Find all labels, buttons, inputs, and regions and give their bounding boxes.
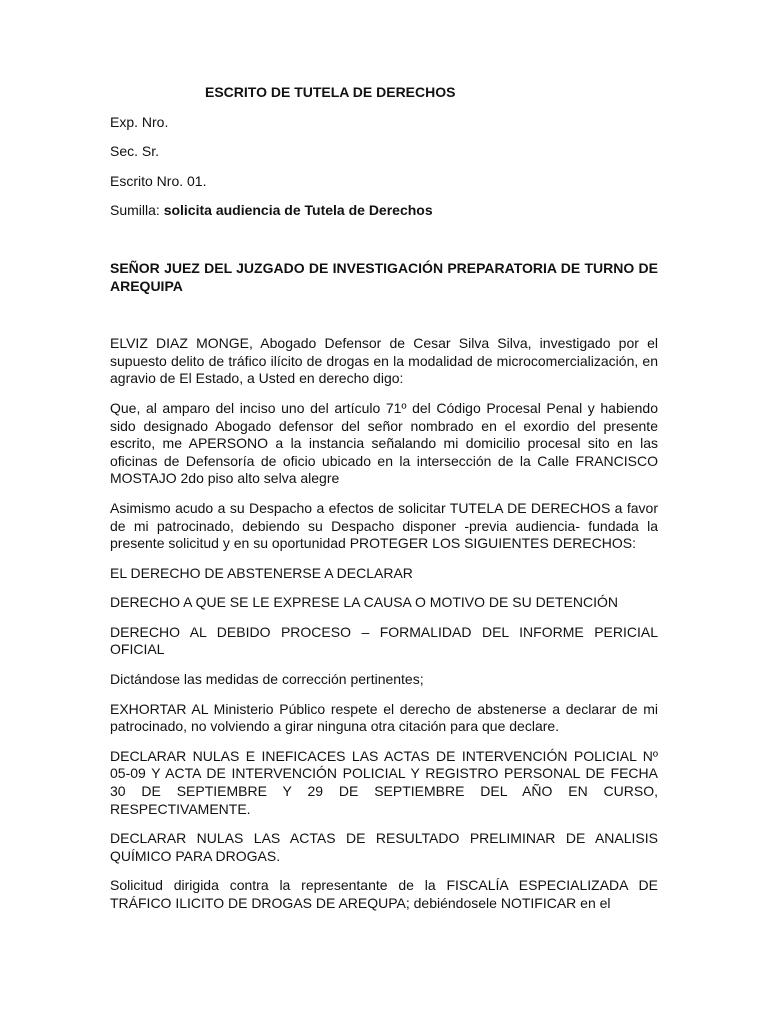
paragraph-derecho-causa: DERECHO A QUE SE LE EXPRESE LA CAUSA O MOTIVO DE SU DETENCIÓN xyxy=(110,594,619,611)
document-title: ESCRITO DE TUTELA DE DERECHOS xyxy=(205,84,456,100)
paragraph-nulas-actas: DECLARAR NULAS LAS ACTAS DE RESULTADO PRELIMINAR DE ANALISIS QUÍMICO PARA DROGAS. xyxy=(110,830,658,864)
document-page xyxy=(110,84,658,912)
sumilla-line xyxy=(110,202,658,220)
paragraph-intro: ELVIZ DIAZ MONGE, Abogado Defensor de Cesar Silva Silva, investigado por el supuesto delito de tráfico ilícito de drogas en la modalidad de microcomercialización, en agravio de El Estado, a Usted en derecho digo: xyxy=(110,335,658,387)
sumilla-value: solicita audiencia de Tutela de Derechos xyxy=(163,202,433,219)
paragraph-solicitud: Asimismo acudo a su Despacho a efectos de solicitar TUTELA DE DERECHOS a favor de mi patrocinado, debiendo su Despacho disponer -previa audiencia- fundada la presente solicitud y en su oportunidad PROTEGER LOS SIGUIENTES DERECHOS: xyxy=(110,499,658,552)
addressee-heading: SEÑOR JUEZ DEL JUZGADO DE INVESTIGACIÓN PREPARATORIA DE TURNO DE AREQUIPA xyxy=(110,259,658,294)
paragraph-exhortar: EXHORTAR AL Ministerio Público respete el derecho de abstenerse a declarar de mi patrocinado, no volviendo a girar ninguna otra citación para que declare. xyxy=(110,700,658,735)
paragraph-debido-proceso: DERECHO AL DEBIDO PROCESO – FORMALIDAD DEL INFORME PERICIAL OFICIAL xyxy=(110,623,658,658)
paragraph-derecho-abstenerse: EL DERECHO DE ABSTENERSE A DECLARAR xyxy=(110,564,413,581)
exp-number-line: Exp. Nro. xyxy=(110,113,169,130)
secretary-line: Sec. Sr. xyxy=(110,143,160,160)
sumilla-label: Sumilla: xyxy=(110,202,160,219)
escrito-number-line: Escrito Nro. 01. xyxy=(110,172,207,189)
paragraph-tail: Solicitud dirigida contra la representante de la FISCALÍA ESPECIALIZADA DE TRÁFICO ILICITO DE DROGAS DE AREQUPA; debiéndosele NOTIFICAR en el xyxy=(110,877,658,911)
paragraph-apersono: Que, al amparo del inciso uno del artículo 71º del Código Procesal Penal y habiendo sido designado Abogado defensor del señor nombrado en el exordio del presente escrito, me APERSONO a la instancia señalando mi domicilio procesal sito en las oficinas de Defensoría de oficio ubicado en la intersección de la Calle FRANCISCO MOSTAJO 2do piso alto selva alegre xyxy=(110,399,658,487)
paragraph-nulas-ineficaces: DECLARAR NULAS E INEFICACES LAS ACTAS DE INTERVENCIÓN POLICIAL Nº 05-09 Y ACTA DE INTERVENCIÓN POLICIAL Y REGISTRO PERSONAL DE FECHA 30 DE SEPTIEMBRE Y 29 DE SEPTIEMBRE DEL AÑO EN CURSO, RESPECTIVAMENTE. xyxy=(110,747,658,817)
paragraph-medidas: Dictándose las medidas de corrección pertinentes; xyxy=(110,671,424,688)
